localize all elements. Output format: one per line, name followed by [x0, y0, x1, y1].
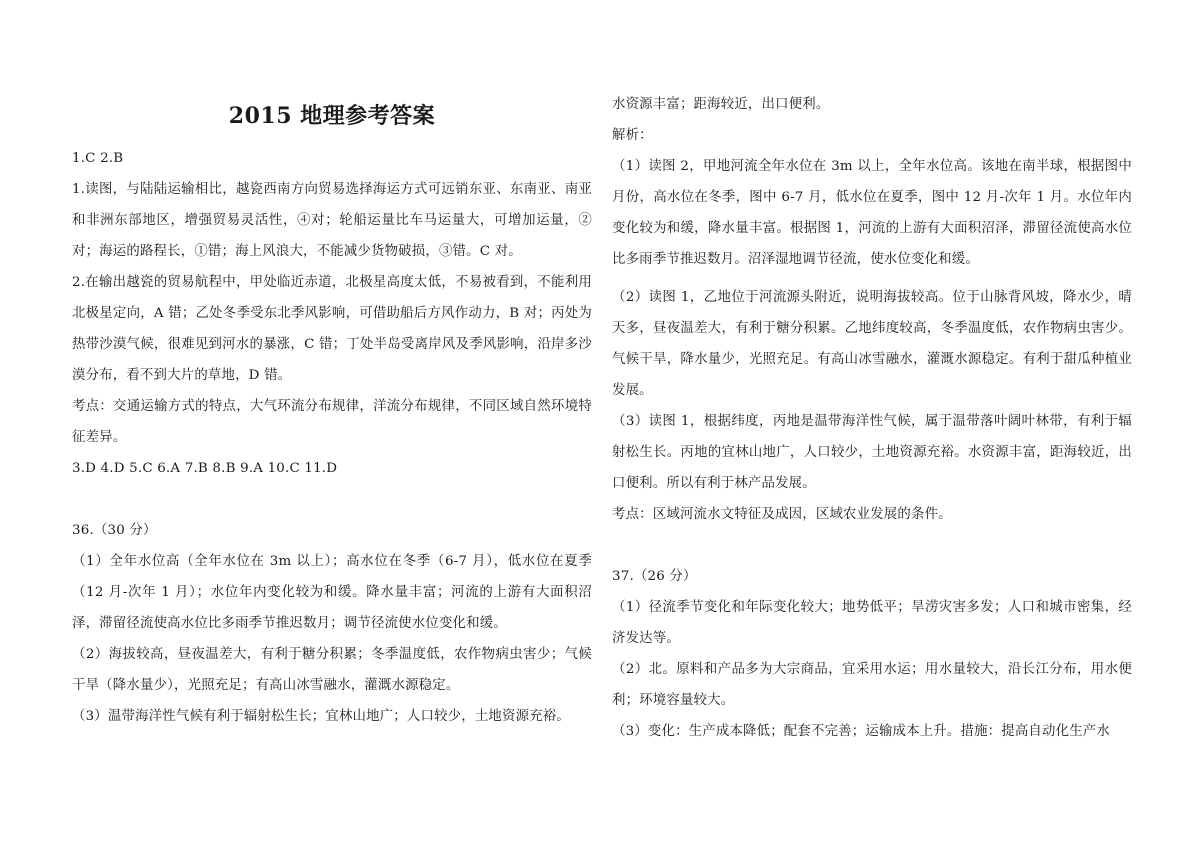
analysis-label — [612, 120, 1132, 151]
kaodian-1-text: 考点：交通运输方式的特点，大气环流分布规律，洋流分布规律，不同区域自然环境特征差异。 — [72, 399, 592, 445]
answers-3-11-text: 3.D 4.D 5.C 6.A 7.B 8.B 9.A 10.C 11.D — [72, 461, 338, 476]
q2-explanation-text: 2.在输出越瓷的贸易航程中，甲处临近赤道，北极星高度太低，不易被看到，不能利用北极星定向，A 错；乙处冬季受东北季风影响，可借助船后方风作动力，B 对；丙处为热带沙漠气候，很难见到河水的暴涨，C 错；丁处半岛受离岸风及季风影响，沿岸多沙漠分布，看不到大片的草地，D 错。 — [72, 275, 592, 383]
analysis-2-text: （2）读图 1，乙地位于河流源头附近，说明海拔较高。位于山脉背风坡，降水少，晴天多，昼夜温差大，有利于糖分积累。乙地纬度较高，冬季温度低，农作物病虫害少。气候干旱，降水量少，光照充足。有高山冰雪融水，灌溉水源稳定。有利于甜瓜种植业发展。 — [612, 290, 1132, 398]
q36-answer-1 — [72, 546, 592, 639]
q37-answer-1 — [612, 592, 1132, 654]
q1-explanation-text: 1.读图，与陆陆运输相比，越瓷西南方向贸易选择海运方式可远销东亚、东南亚、南亚和非洲东部地区，增强贸易灵活性，④对；轮船运量比车马运量大，可增加运量，②对；海运的路程长，①错；海上风浪大，不能减少货物破损，③错。C 对。 — [72, 182, 592, 259]
q36-answer-2-text: （2）海拔较高，昼夜温差大，有利于糖分积累；冬季温度低，农作物病虫害少；气候干旱（降水量少），光照充足；有高山冰雪融水，灌溉水源稳定。 — [72, 647, 592, 693]
kaodian-1 — [72, 391, 592, 453]
page-title: 2015 地理参考答案 — [228, 103, 436, 129]
kaodian-2-text: 考点：区域河流水文特征及成因，区域农业发展的条件。 — [612, 507, 952, 522]
q37-header — [612, 561, 1132, 592]
analysis-3-text: （3）读图 1，根据纬度，丙地是温带海洋性气候，属于温带落叶阔叶林带，有利于辐射松生长。丙地的宜林山地广，人口较少，土地资源充裕。水资源丰富，距海较近，出口便利。所以有利于林产品发展。 — [612, 414, 1132, 491]
q37-answer-1-text: （1）径流季节变化和年际变化较大；地势低平；旱涝灾害多发；人口和城市密集，经济发达等。 — [612, 600, 1132, 646]
q37-answer-3 — [612, 716, 1132, 747]
q37-header-text: 37.（26 分） — [612, 569, 697, 584]
q37-answer-2-text: （2）北。原料和产品多为大宗商品，宜采用水运；用水量较大，沿长江分布，用水便利；环境容量较大。 — [612, 662, 1132, 708]
answers-1-2 — [72, 143, 592, 174]
analysis-label-text: 解析： — [612, 128, 653, 143]
analysis-1-text: （1）读图 2，甲地河流全年水位在 3m 以上，全年水位高。该地在南半球，根据图中月份，高水位在冬季，图中 6-7 月，低水位在夏季，图中 12 月-次年 1 月。水位年内变化较为和缓，降水量丰富。根据图 1，河流的上游有大面积沼泽，滞留径流使高水位比多雨季节推迟数月。沼泽湿地调节径流，使水位变化和缓。 — [612, 159, 1132, 267]
kaodian-2 — [612, 499, 1132, 530]
q2-explanation — [72, 267, 592, 391]
continued-line-text: 水资源丰富；距海较近，出口便利。 — [612, 97, 830, 112]
right-column — [612, 0, 1132, 849]
q36-answer-3 — [72, 701, 592, 732]
q36-header-text: 36.（30 分） — [72, 523, 157, 538]
answers-3-11 — [72, 453, 592, 484]
answers-1-2-text: 1.C 2.B — [72, 151, 124, 166]
q37-answer-2 — [612, 654, 1132, 716]
q36-header — [72, 515, 592, 546]
q37-answer-3-text: （3）变化：生产成本降低；配套不完善；运输成本上升。措施：提高自动化生产水 — [612, 724, 1110, 739]
analysis-3 — [612, 406, 1132, 499]
analysis-1 — [612, 151, 1132, 275]
q1-explanation — [72, 174, 592, 267]
q36-answer-1-text: （1）全年水位高（全年水位在 3m 以上）；高水位在冬季（6-7 月），低水位在夏季（12 月-次年 1 月）；水位年内变化较为和缓。降水量丰富；河流的上游有大面积沼泽，滞留径流使高水位比多雨季节推迟数月；调节径流使水位变化和缓。 — [72, 554, 592, 631]
q36-answer-2 — [72, 639, 592, 701]
continued-line — [612, 89, 1132, 120]
left-column — [72, 0, 592, 849]
analysis-2 — [612, 282, 1132, 406]
q36-answer-3-text: （3）温带海洋性气候有利于辐射松生长；宜林山地广；人口较少，土地资源充裕。 — [72, 709, 570, 724]
